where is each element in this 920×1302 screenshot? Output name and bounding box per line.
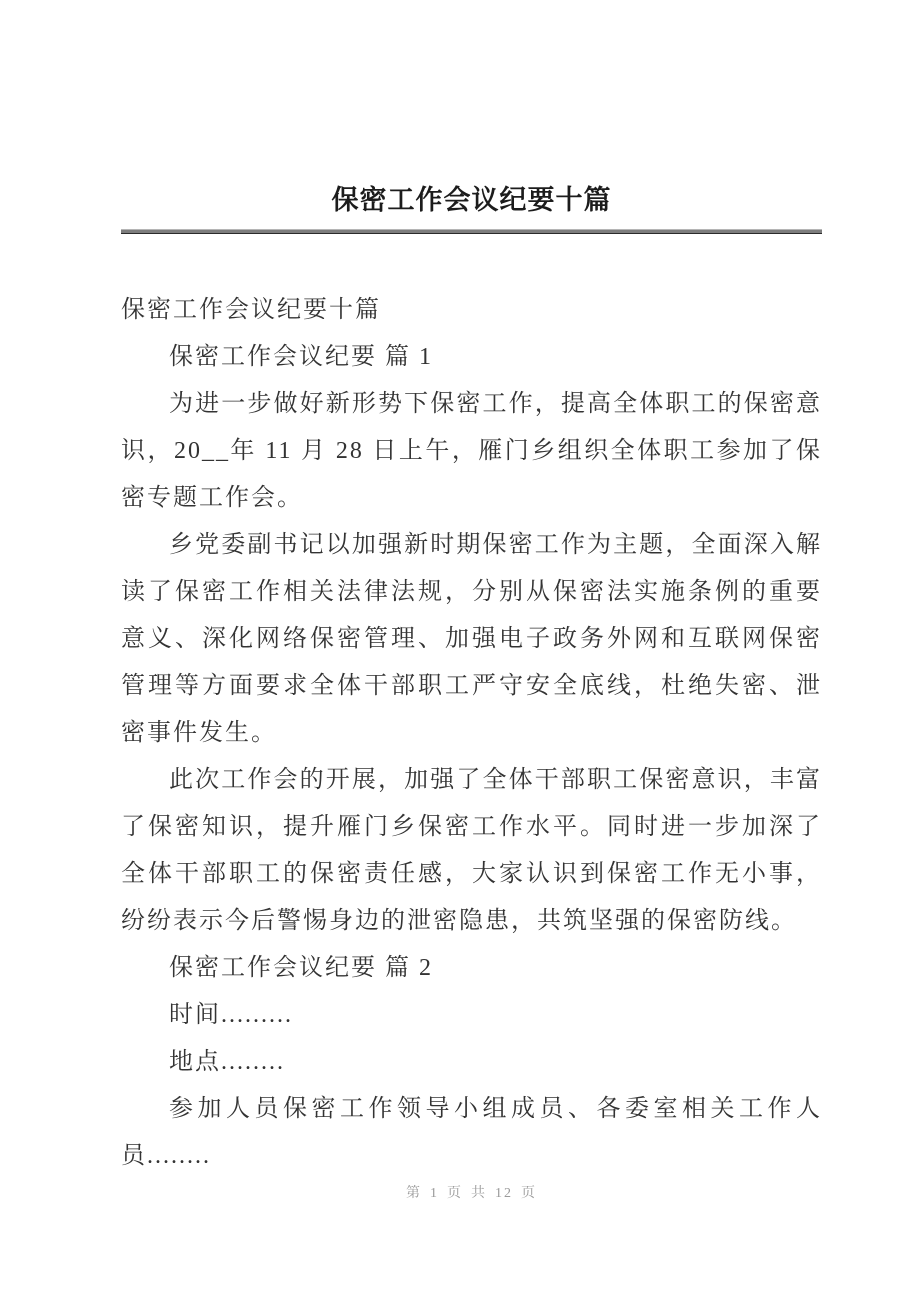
footer-total-page-number: 12	[495, 1186, 513, 1201]
footer-label-page: 页	[447, 1186, 463, 1201]
title-divider-rule	[121, 229, 822, 234]
footer-label-page-2: 页	[521, 1186, 537, 1201]
paragraph-body: 此次工作会的开展，加强了全体干部职工保密意识，丰富了保密知识，提升雁门乡保密工作水平。同时进一步加深了全体干部职工的保密责任感，大家认识到保密工作无小事，纷纷表示今后警惕身边的泄密隐患，共筑坚强的保密防线。	[121, 767, 822, 934]
paragraph-time-field: 时间.........	[169, 1002, 293, 1028]
paragraph-section-2-title: 保密工作会议纪要 篇 2	[169, 955, 433, 981]
paragraph-body: 为进一步做好新形势下保密工作，提高全体职工的保密意识，20__年 11 月 28 日上午，雁门乡组织全体职工参加了保密专题工作会。	[121, 391, 822, 511]
paragraph-location-field: 地点........	[169, 1049, 285, 1075]
footer-label-prefix: 第	[406, 1186, 422, 1201]
paragraph-attendees-field: 参加人员保密工作领导小组成员、各委室相关工作人员........	[121, 1096, 822, 1169]
page-footer	[121, 1184, 822, 1204]
paragraph-heading-repeat: 保密工作会议纪要十篇	[121, 297, 381, 323]
footer-label-total: 共	[471, 1186, 487, 1201]
paragraph-section-1-title: 保密工作会议纪要 篇 1	[169, 344, 433, 370]
document-title: 保密工作会议纪要十篇	[331, 185, 612, 215]
paragraph-body: 乡党委副书记以加强新时期保密工作为主题，全面深入解读了保密工作相关法律法规，分别从保密法实施条例的重要意义、深化网络保密管理、加强电子政务外网和互联网保密管理等方面要求全体干部职工严守安全底线，杜绝失密、泄密事件发生。	[121, 532, 822, 746]
document-body	[121, 287, 822, 1180]
footer-current-page-number: 1	[430, 1186, 439, 1201]
